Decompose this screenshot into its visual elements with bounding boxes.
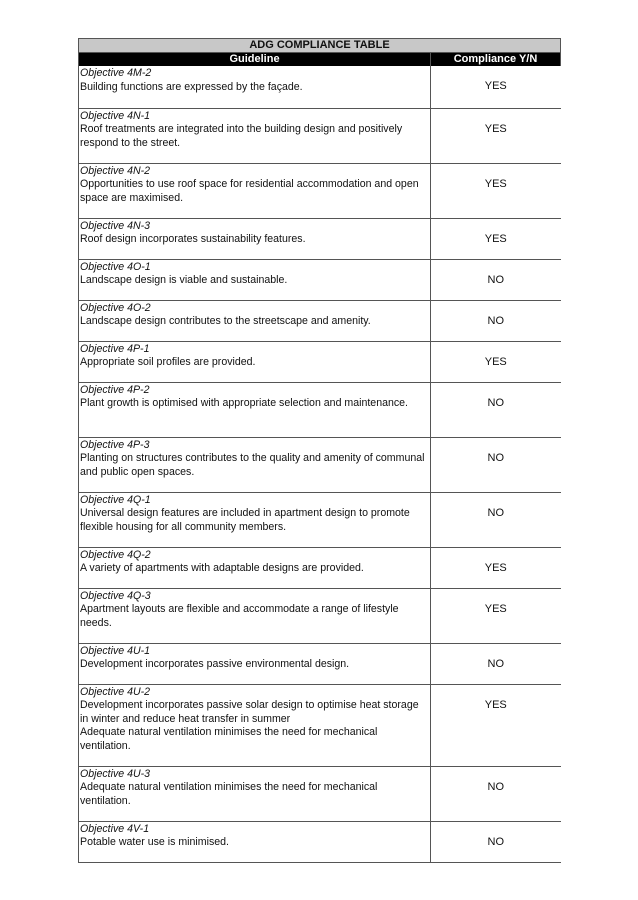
- guideline-cell: [79, 588, 431, 643]
- guideline-text: Landscape design contributes to the streetscape and amenity.: [80, 315, 371, 328]
- compliance-value: YES: [431, 218, 561, 259]
- guideline-cell: [79, 437, 431, 492]
- guideline-text: Planting on structures contributes to the quality and amenity of communal and public open spaces.: [80, 452, 425, 478]
- table-row: [79, 66, 561, 108]
- compliance-value: NO: [431, 437, 561, 492]
- table-row: [79, 218, 561, 259]
- guideline-text: Development incorporates passive solar design to optimise heat storage in winter and reduce heat transfer in summer: [80, 699, 419, 725]
- objective-label: Objective 4U-3: [80, 767, 151, 780]
- objective-label: Objective 4P-2: [80, 383, 150, 396]
- objective-label: Objective 4P-3: [80, 438, 150, 451]
- guideline-text: Adequate natural ventilation minimises the need for mechanical ventilation.: [80, 781, 378, 807]
- header-compliance: Compliance Y/N: [431, 53, 561, 67]
- table-row: [79, 259, 561, 300]
- table-row: [79, 437, 561, 492]
- compliance-value: NO: [431, 259, 561, 300]
- guideline-text-secondary: Adequate natural ventilation minimises the need for mechanical ventilation.: [80, 726, 378, 752]
- guideline-text: Apartment layouts are flexible and accommodate a range of lifestyle needs.: [80, 603, 399, 629]
- table-row: [79, 163, 561, 218]
- guideline-text: Development incorporates passive environmental design.: [80, 658, 350, 671]
- guideline-text: Roof design incorporates sustainability features.: [80, 233, 306, 246]
- table-row: [79, 341, 561, 382]
- table-row: [79, 766, 561, 821]
- guideline-cell: [79, 259, 431, 300]
- guideline-cell: [79, 382, 431, 437]
- objective-label: Objective 4M-2: [80, 67, 152, 79]
- guideline-text: Roof treatments are integrated into the building design and positively respond to the street.: [80, 123, 403, 149]
- compliance-value: YES: [431, 108, 561, 163]
- table-row: [79, 684, 561, 766]
- compliance-value: NO: [431, 300, 561, 341]
- table-row: [79, 108, 561, 163]
- objective-label: Objective 4N-2: [80, 164, 151, 177]
- guideline-text: Universal design features are included in apartment design to promote flexible housing for all community members.: [80, 507, 410, 533]
- table-row: [79, 547, 561, 588]
- guideline-text: Landscape design is viable and sustainable.: [80, 274, 288, 287]
- compliance-value: NO: [431, 643, 561, 684]
- guideline-text: Plant growth is optimised with appropriate selection and maintenance.: [80, 397, 409, 410]
- guideline-cell: [79, 300, 431, 341]
- guideline-cell: [79, 66, 431, 108]
- compliance-value: YES: [431, 66, 561, 108]
- guideline-cell: [79, 218, 431, 259]
- guideline-text: Appropriate soil profiles are provided.: [80, 356, 256, 369]
- table-row: [79, 300, 561, 341]
- guideline-cell: [79, 821, 431, 862]
- objective-label: Objective 4N-3: [80, 219, 151, 232]
- guideline-cell: [79, 547, 431, 588]
- objective-label: Objective 4O-2: [80, 301, 151, 314]
- compliance-value: YES: [431, 547, 561, 588]
- guideline-cell: [79, 163, 431, 218]
- objective-label: Objective 4U-1: [80, 644, 151, 657]
- guideline-cell: [79, 684, 431, 766]
- guideline-cell: [79, 341, 431, 382]
- compliance-value: NO: [431, 821, 561, 862]
- objective-label: Objective 4Q-2: [80, 548, 151, 561]
- objective-label: Objective 4Q-3: [80, 589, 151, 602]
- guideline-cell: [79, 492, 431, 547]
- compliance-table-container: [78, 38, 560, 863]
- compliance-value: YES: [431, 163, 561, 218]
- compliance-value: YES: [431, 588, 561, 643]
- guideline-cell: [79, 643, 431, 684]
- compliance-value: YES: [431, 684, 561, 766]
- table-row: [79, 492, 561, 547]
- guideline-cell: [79, 766, 431, 821]
- objective-label: Objective 4N-1: [80, 109, 151, 122]
- table-row: [79, 821, 561, 862]
- objective-label: Objective 4P-1: [80, 342, 150, 355]
- table-row: [79, 382, 561, 437]
- table-row: [79, 643, 561, 684]
- table-title: ADG COMPLIANCE TABLE: [79, 39, 561, 53]
- compliance-value: NO: [431, 766, 561, 821]
- objective-label: Objective 4O-1: [80, 260, 151, 273]
- objective-label: Objective 4U-2: [80, 685, 151, 698]
- compliance-value: YES: [431, 341, 561, 382]
- adg-compliance-table: [78, 38, 561, 863]
- guideline-text: Potable water use is minimised.: [80, 836, 229, 849]
- guideline-text: Building functions are expressed by the façade.: [80, 80, 303, 93]
- table-row: [79, 588, 561, 643]
- guideline-text: A variety of apartments with adaptable designs are provided.: [80, 562, 364, 575]
- compliance-value: NO: [431, 382, 561, 437]
- objective-label: Objective 4V-1: [80, 822, 150, 835]
- compliance-value: NO: [431, 492, 561, 547]
- header-guideline: Guideline: [79, 53, 431, 67]
- guideline-text: Opportunities to use roof space for residential accommodation and open space are maximised.: [80, 178, 419, 204]
- guideline-cell: [79, 108, 431, 163]
- objective-label: Objective 4Q-1: [80, 493, 151, 506]
